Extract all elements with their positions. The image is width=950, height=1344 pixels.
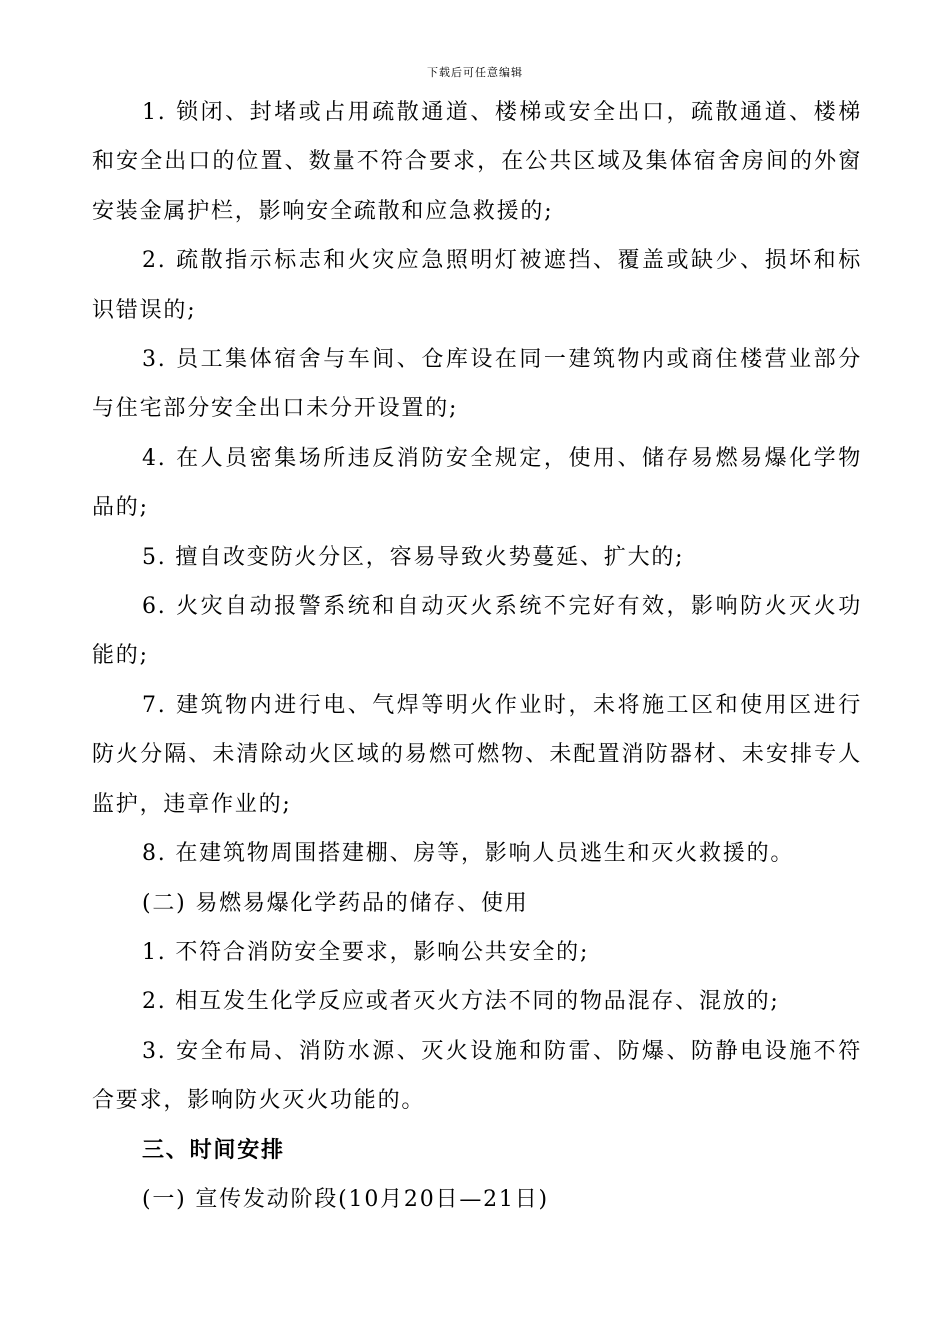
subsection-heading-publicity: (一) 宣传发动阶段(10月20日—21日) — [142, 1186, 549, 1212]
item-7-hot-work: 7. 建筑物内进行电、气焊等明火作业时，未将施工区和使用区进行防火分隔、未清除动火区域的易燃可燃物、未配置消防器材、未安排专人监护，违章作业的; — [92, 692, 862, 817]
item-5-fire-zones: 5. 擅自改变防火分区，容易导致火势蔓延、扩大的; — [142, 544, 685, 570]
item-8-sheds: 8. 在建筑物周围搭建棚、房等，影响人员逃生和灭火救援的。 — [142, 841, 795, 867]
chem-item-2: 2. 相互发生化学反应或者灭火方法不同的物品混存、混放的; — [142, 989, 780, 1015]
chem-item-1: 1. 不符合消防安全要求，影响公共安全的; — [142, 939, 590, 965]
item-2-signs: 2. 疏散指示标志和火灾应急照明灯被遮挡、覆盖或缺少、损坏和标识错误的; — [92, 248, 862, 323]
section-heading-schedule: 三、时间安排 — [142, 1136, 285, 1163]
item-4-chemicals: 4. 在人员密集场所违反消防安全规定，使用、储存易燃易爆化学物品的; — [92, 445, 862, 521]
item-6-alarm-system: 6. 火灾自动报警系统和自动灭火系统不完好有效，影响防火灭火功能的; — [92, 594, 862, 669]
subsection-heading-chemicals: (二) 易燃易爆化学药品的储存、使用 — [142, 890, 529, 916]
page-header: 下载后可任意编辑 — [427, 66, 523, 79]
item-3-dormitory: 3. 员工集体宿舍与车间、仓库设在同一建筑物内或商住楼营业部分与住宅部分安全出口未分开设置的; — [92, 347, 862, 422]
document-body — [92, 88, 862, 1224]
item-1-exits: 1. 锁闭、封堵或占用疏散通道、楼梯或安全出口，疏散通道、楼梯和安全出口的位置、数量不符合要求，在公共区域及集体宿舍房间的外窗安装金属护栏，影响安全疏散和应急救援的; — [92, 100, 862, 224]
chem-item-3: 3. 安全布局、消防水源、灭火设施和防雷、防爆、防静电设施不符合要求，影响防火灭火功能的。 — [92, 1038, 862, 1114]
